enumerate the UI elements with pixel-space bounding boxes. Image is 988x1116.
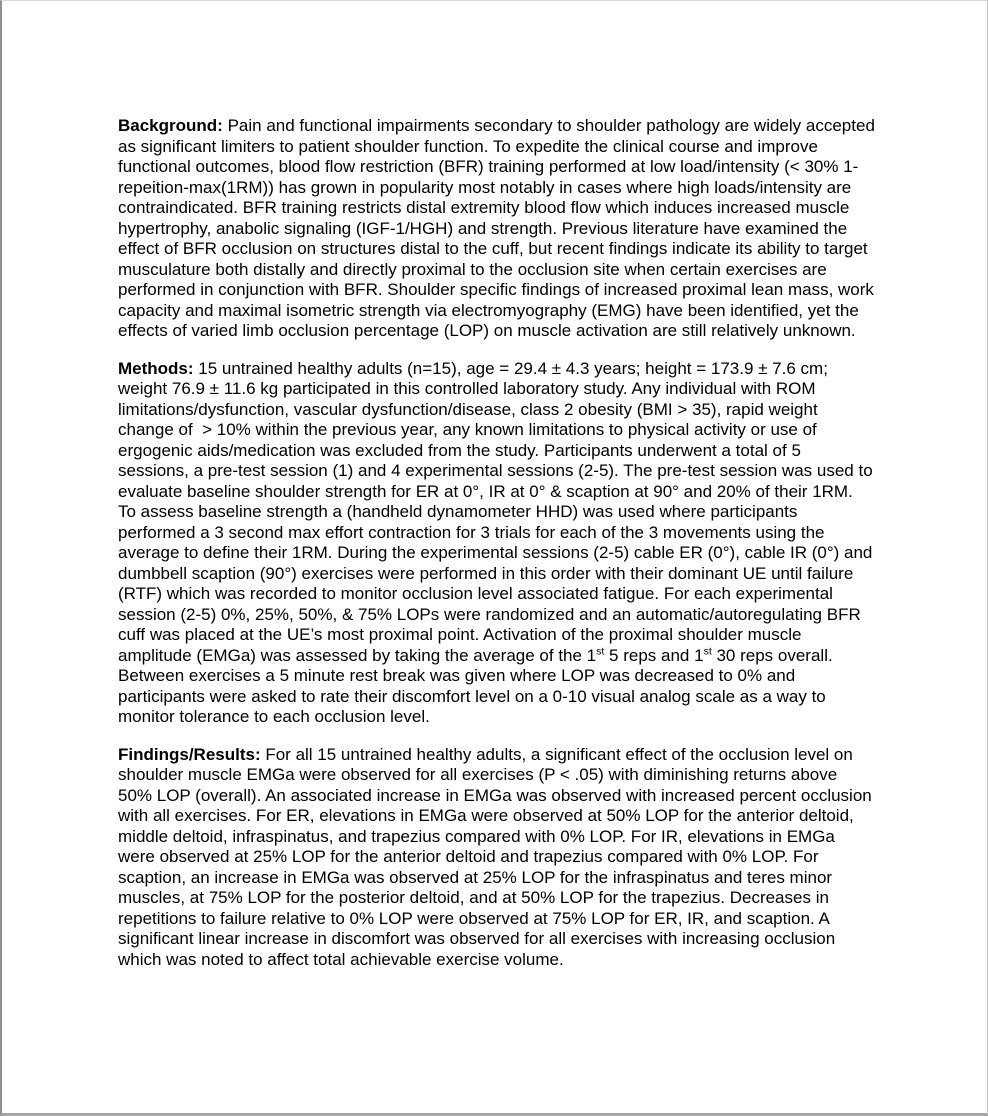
- paragraph-text: 15 untrained healthy adults (n=15), age = 29.4 ± 4.3 years; height = 173.9 ± 7.6 cm; weight 76.9 ± 11.6 kg participated in this controlled laboratory study. Any individual with ROM limitations/dysfunction, vascular dysfunction/disease, class 2 obesity (BMI > 35), rapid weight change of > 10% within the previous year, any known limitations to physical activity or use of ergogenic aids/medication was excluded from the study. Participants underwent a total of 5 sessions, a pre-test session (1) and 4 experimental sessions (2-5). The pre-test session was used to evaluate baseline shoulder strength for ER at 0°, IR at 0° & scaption at 90° and 20% of their 1RM. To assess baseline strength a (handheld dynamometer HHD) was used where participants performed a 3 second max effort contraction for 3 trials for each of the 3 movements using the average to define their 1RM. During the experimental sessions (2-5) cable ER (0°), cable IR (0°) and dumbbell scaption (90°) exercises were performed in this order with their dominant UE until failure (RTF) which was recorded to monitor occlusion level associated fatigue. For each experimental session (2-5) 0%, 25%, 50%, & 75% LOPs were randomized and an automatic/autoregulating BFR cuff was placed at the UE’s most proximal point. Activation of the proximal shoulder muscle amplitude (EMGa) was assessed by taking the average of the 1: [118, 358, 878, 665]
- paragraph-label: Background:: [118, 116, 223, 135]
- paragraph-background: [118, 116, 880, 342]
- paragraph-label: Methods:: [118, 358, 194, 378]
- paragraph-text: For all 15 untrained healthy adults, a significant effect of the occlusion level on shoulder muscle EMGa were observed for all exercises (P < .05) with diminishing returns above 50% LOP (overall). An associated increase in EMGa was observed with increased percent occlusion with all exercises. For ER, elevations in EMGa were observed at 50% LOP for the anterior deltoid, middle deltoid, infraspinatus, and trapezius compared with 0% LOP. For IR, elevations in EMGa were observed at 25% LOP for the anterior deltoid and trapezius compared with 0% LOP. For scaption, an increase in EMGa was observed at 25% LOP for the infraspinatus and teres minor muscles, at 75% LOP for the posterior deltoid, and at 50% LOP for the trapezius. Decreases in repetitions to failure relative to 0% LOP were observed at 75% LOP for ER, IR, and scaption. A significant linear increase in discomfort was observed for all exercises with increasing occlusion which was noted to affect total achievable exercise volume.: [118, 744, 877, 969]
- paragraph-text: Pain and functional impairments secondary to shoulder pathology are widely accepted as significant limiters to patient shoulder function. To expedite the clinical course and improve functional outcomes, blood flow restriction (BFR) training performed at low load/intensity (< 30% 1-repeition-max(1RM)) has grown in popularity most notably in cases where high loads/intensity are contraindicated. BFR training restricts distal extremity blood flow which induces increased muscle hypertrophy, anabolic signaling (IGF-1/HGH) and strength. Previous literature have examined the effect of BFR occlusion on structures distal to the cuff, but recent findings indicate its ability to target musculature both distally and directly proximal to the occlusion site when certain exercises are performed in conjunction with BFR. Shoulder specific findings of increased proximal lean mass, work capacity and maximal isometric strength via electromyography (EMG) have been identified, yet the effects of varied limb occlusion percentage (LOP) on muscle activation are still relatively unknown.: [118, 116, 880, 340]
- paragraph-label: Findings/Results:: [118, 744, 261, 764]
- abstract-text-block: [118, 116, 880, 987]
- superscript-text: st: [596, 644, 605, 657]
- paragraph-methods: [118, 358, 878, 728]
- paragraph-text: 30 reps overall. Between exercises a 5 minute rest break was given where LOP was decreased to 0% and participants were asked to rate their discomfort level on a 0-10 visual analog scale as a way to monitor tolerance to each occlusion level.: [118, 645, 838, 726]
- superscript-text: st: [703, 644, 712, 657]
- paragraph-findings-results: [118, 745, 875, 971]
- paragraph-text: 5 reps and 1: [604, 645, 704, 665]
